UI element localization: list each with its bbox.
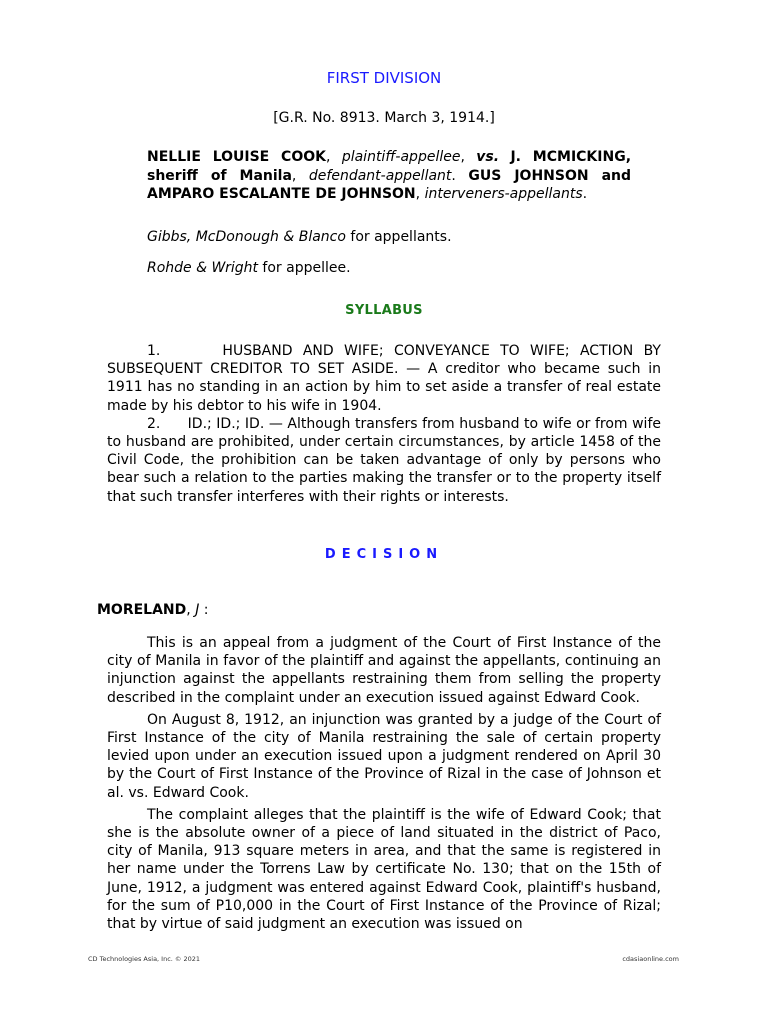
appellants-suffix: for appellants. [345, 229, 452, 245]
footer-website: cdasiaonline.com [622, 955, 679, 963]
case-parties: NELLIE LOUISE COOK, plaintiff-appellee, vs. J. MCMICKING, sheriff of Manila, defendant-appellant. GUS JOHNSON and AMPARO ESCALANTE DE JOHNSON, interveners-appellants. [147, 149, 632, 202]
decision-paragraph: The complaint alleges that the plaintiff is the wife of Edward Cook; that she is the absolute owner of a piece of land situated in the district of Paco, city of Manila, 913 square meters in area, and that the same is registered in her name under the Torrens Law by certificate No. 130; that on the 15th of June, 1912, a judgment was entered against Edward Cook, plaintiff's husband, for the sum of P10,000 in the Court of First Instance of the Province of Rizal; that by virtue of said judgment an execution was issued on [107, 806, 661, 933]
appellee-suffix: for appellee. [257, 260, 351, 276]
syllabus-item: 2. ID.; ID.; ID. — Although transfers from husband to wife or from wife to husband are prohibited, under certain circumstances, by article 1458 of the Civil Code, the prohibition can be taken advantage of only by persons who bear such a relation to the parties making the transfer or to the property itself that such transfer interferes with their rights or interests. [107, 415, 661, 505]
plaintiff-name: NELLIE LOUISE COOK [147, 149, 326, 165]
division-heading: FIRST DIVISION [326, 69, 442, 87]
syllabus-item: 1. HUSBAND AND WIFE; CONVEYANCE TO WIFE; ACTION BY SUBSEQUENT CREDITOR TO SET ASIDE. — A creditor who became such in 1911 has no standing in an action by him to set aside a transfer of real estate made by his debtor to his wife in 1904. [107, 343, 661, 414]
syllabus-body [107, 342, 661, 506]
decision-heading: DECISION [324, 547, 444, 562]
ponente: MORELAND, J : [97, 602, 209, 618]
ponente-name: MORELAND [97, 602, 187, 618]
case-number: [G.R. No. 8913. March 3, 1914.] [273, 110, 495, 126]
syllabus-heading: SYLLABUS [345, 303, 423, 318]
footer-copyright: CD Technologies Asia, Inc. © 2021 [88, 955, 201, 963]
defendant-role: defendant-appellant [308, 167, 452, 184]
defendant-name: J. MCMICKING, sheriff of Manila [147, 149, 632, 184]
counsel-appellants [147, 229, 452, 245]
intervener-names: GUS JOHNSON and AMPARO ESCALANTE DE JOHNSON [147, 167, 632, 202]
decision-paragraph: On August 8, 1912, an injunction was granted by a judge of the Court of First Instance of the city of Manila restraining the sale of certain property levied upon under an execution issued upon a judgment rendered on April 30 by the Court of First Instance of the Province of Rizal in the case of Johnson et al. vs. Edward Cook. [107, 711, 661, 801]
versus: vs. [476, 149, 500, 165]
counsel-appellee [147, 260, 351, 276]
decision-body [107, 634, 661, 937]
intervener-role: interveners-appellants [424, 186, 583, 202]
appellee-firm: Rohde & Wright [147, 260, 258, 276]
plaintiff-role: plaintiff-appellee [341, 149, 461, 165]
appellants-firm: Gibbs, McDonough & Blanco [147, 229, 346, 245]
decision-paragraph: This is an appeal from a judgment of the Court of First Instance of the city of Manila in favor of the plaintiff and against the appellants, continuing an injunction against the appellants restraining them from selling the property described in the complaint under an execution issued against Edward Cook. [107, 635, 661, 706]
ponente-title: J [195, 602, 200, 618]
